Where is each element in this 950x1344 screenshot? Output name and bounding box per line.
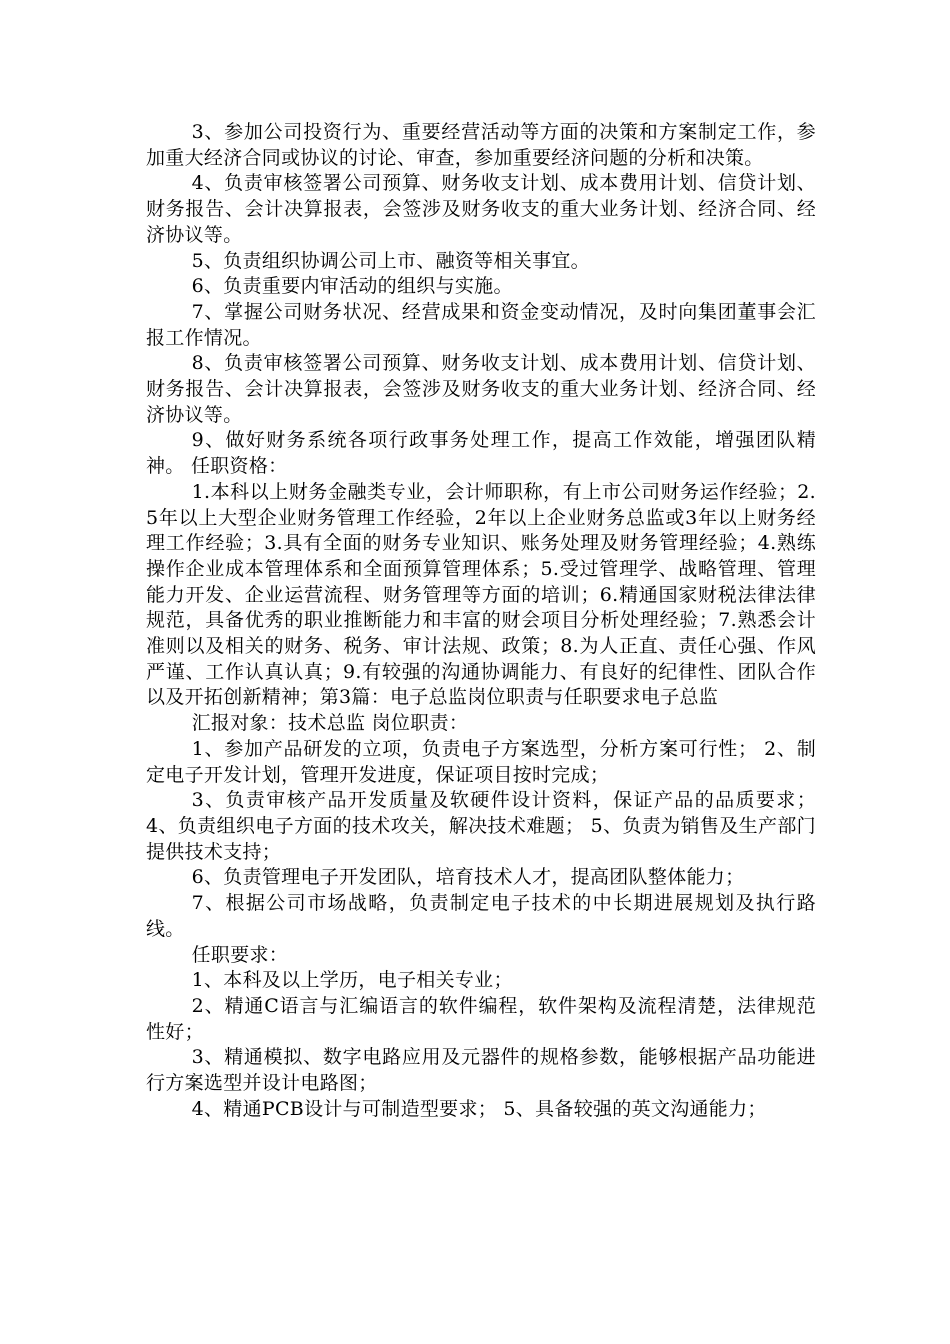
duty-paragraph-7: 7、根据公司市场战略，负责制定电子技术的中长期进展规划及执行路线。	[146, 892, 816, 940]
paragraph-item-6: 6、负责重要内审活动的组织与实施。	[191, 275, 513, 298]
paragraph-item-5: 5、负责组织协调公司上市、融资等相关事宜。	[191, 249, 590, 272]
document-body	[146, 120, 816, 1122]
qualifications-paragraph: 1.本科以上财务金融类专业，会计师职称，有上市公司财务运作经验；2.5年以上大型企业财务管理工作经验，2年以上企业财务总监或3年以上财务经理工作经验；3.具有全面的财务专业知识、账务处理及财务管理经验；4.熟练操作企业成本管理体系和全面预算管理体系；5.受过管理学、战略管理、管理能力开发、企业运营流程、财务管理等方面的培训；6.精通国家财税法律法律规范，具备优秀的职业推断能力和丰富的财会项目分析处理经验；7.熟悉会计准则以及相关的财务、税务、审计法规、政策；8.为人正直、责任心强、作风严谨、工作认真认真；9.有较强的沟通协调能力、有良好的纪律性、团队合作以及开拓创新精神；第3篇：电子总监岗位职责与任职要求电子总监	[146, 480, 816, 709]
requirement-item-3: 3、精通模拟、数字电路应用及元器件的规格参数，能够根据产品功能进行方案选型并设计电路图；	[146, 1046, 816, 1095]
requirement-item-1: 1、本科及以上学历，电子相关专业；	[191, 969, 513, 992]
paragraph-item-4: 4、负责审核签署公司预算、财务收支计划、成本费用计划、信贷计划、财务报告、会计决算报表，会签涉及财务收支的重大业务计划、经济合同、经济协议等。	[146, 172, 816, 246]
duty-paragraph-6: 6、负责管理电子开发团队，培育技术人才，提高团队整体能力；	[191, 866, 745, 889]
paragraph-item-7: 7、掌握公司财务状况、经营成果和资金变动情况，及时向集团董事会汇报工作情况。	[146, 300, 816, 349]
duty-paragraph-3-5: 3、负责审核产品开发质量及软硬件设计资料，保证产品的品质要求； 4、负责组织电子方面的技术攻关，解决技术难题； 5、负责为销售及生产部门提供技术支持；	[146, 789, 816, 863]
paragraph-item-3: 3、参加公司投资行为、重要经营活动等方面的决策和方案制定工作，参加重大经济合同或协议的讨论、审查，参加重要经济问题的分析和决策。	[146, 121, 816, 169]
duty-paragraph-1-2: 1、参加产品研发的立项，负责电子方案选型，分析方案可行性； 2、制定电子开发计划，管理开发进度，保证项目按时完成；	[146, 737, 816, 786]
paragraph-item-8: 8、负责审核签署公司预算、财务收支计划、成本费用计划、信贷计划、财务报告、会计决算报表，会签涉及财务收支的重大业务计划、经济合同、经济协议等。	[146, 352, 816, 426]
paragraph-item-9: 9、做好财务系统各项行政事务处理工作，提高工作效能，增强团队精神。 任职资格：	[146, 429, 816, 478]
reporting-line-paragraph: 汇报对象：技术总监 岗位职责：	[191, 712, 469, 735]
requirement-item-4-5: 4、精通PCB设计与可制造型要求； 5、具备较强的英文沟通能力；	[191, 1097, 767, 1120]
requirement-item-2: 2、精通C语言与汇编语言的软件编程，软件架构及流程清楚，法律规范性好；	[146, 994, 816, 1043]
requirements-heading: 任职要求：	[191, 943, 289, 966]
